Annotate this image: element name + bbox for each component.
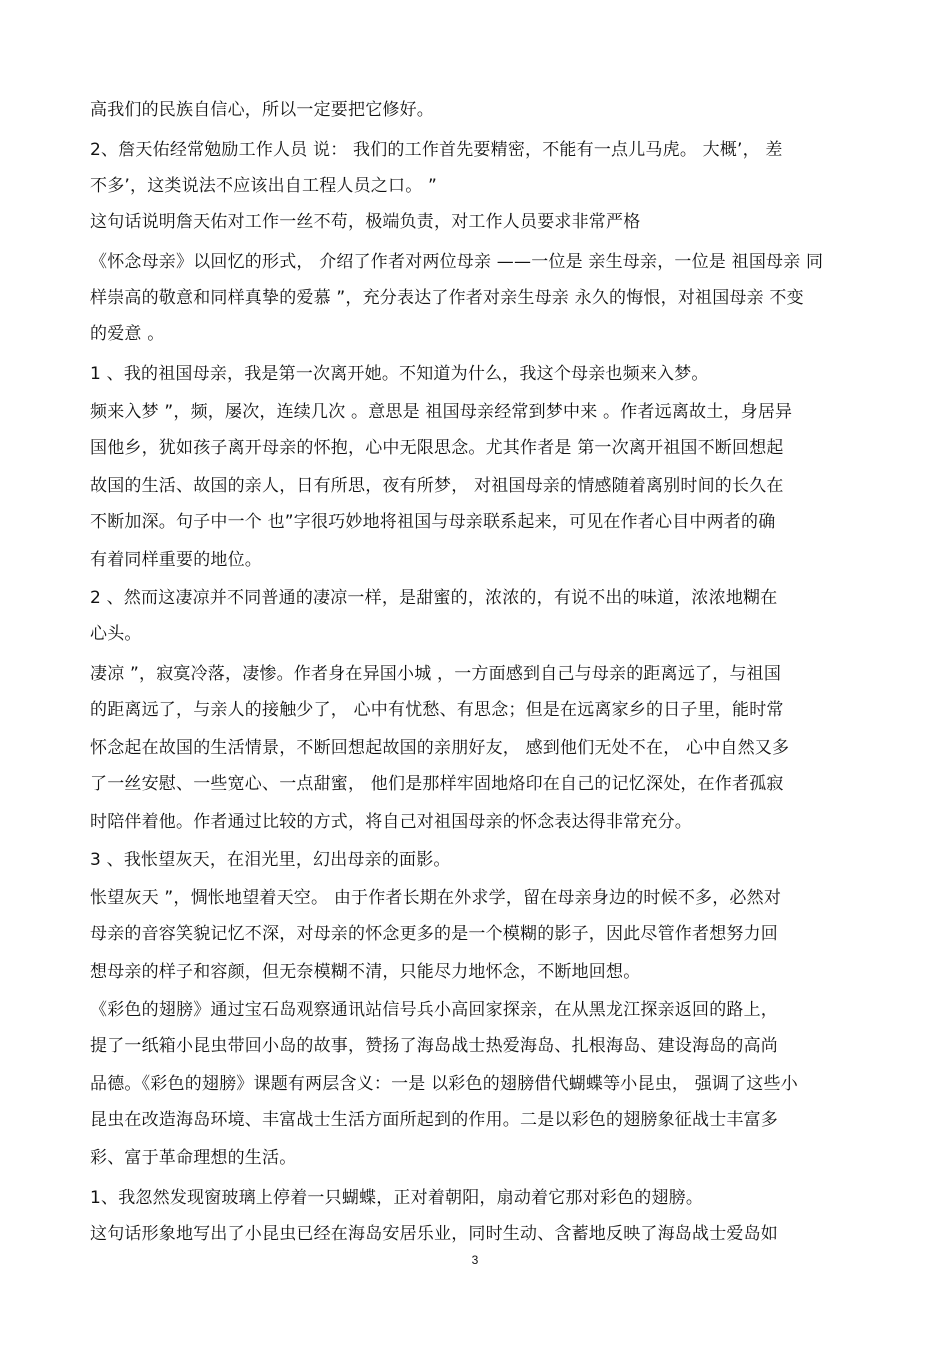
page-number: 3 [471, 1253, 479, 1267]
text-line: 不多’，这类说法不应该出自工程人员之口。 ” [90, 176, 438, 196]
text-line: 这句话形象地写出了小昆虫已经在海岛安居乐业，同时生动、含蓄地反映了海岛战士爱岛如 [90, 1224, 778, 1244]
text-line: 了一丝安慰、一些宽心、一点甜蜜， 他们是那样牢固地烙印在自己的记忆深处，在作者孤寂 [90, 774, 784, 794]
text-line: 故国的生活、故国的亲人，日有所思，夜有所梦， 对祖国母亲的情感随着离别时间的长久在 [90, 476, 784, 496]
text-line: 1、我忽然发现窗玻璃上停着一只蝴蝶，正对着朝阳，扇动着它那对彩色的翅膀。 [90, 1188, 704, 1208]
text-line: 《彩色的翅膀》通过宝石岛观察通讯站信号兵小高回家探亲，在从黑龙江探亲返回的路上， [90, 1000, 778, 1020]
text-line: 频来入梦 ”，频，屡次，连续几次 。意思是 祖国母亲经常到梦中来 。作者远离故土，身居异 [90, 402, 793, 422]
text-line: 的爱意 。 [90, 324, 165, 344]
text-line: 有着同样重要的地位。 [90, 550, 262, 570]
text-line: 2、詹天佑经常勉励工作人员 说： 我们的工作首先要精密，不能有一点儿马虎。 大概’， 差 [90, 140, 783, 160]
text-line: 这句话说明詹天佑对工作一丝不苟，极端负责，对工作人员要求非常严格 [90, 212, 641, 232]
text-line: 品德。《彩色的翅膀》课题有两层含义：一是 以彩色的翅膀借代蝴蝶等小昆虫， 强调了这些小 [90, 1074, 798, 1094]
text-line: 彩、富于革命理想的生活。 [90, 1148, 297, 1168]
text-line: 昆虫在改造海岛环境、丰富战士生活方面所起到的作用。二是以彩色的翅膀象征战士丰富多 [90, 1110, 778, 1130]
text-line: 怅望灰天 ”，惆怅地望着天空。 由于作者长期在外求学，留在母亲身边的时候不多，必然对 [90, 888, 782, 908]
text-line: 2 、然而这凄凉并不同普通的凄凉一样，是甜蜜的，浓浓的，有说不出的味道，浓浓地糊在 [90, 588, 778, 608]
text-line: 《怀念母亲》以回忆的形式， 介绍了作者对两位母亲 ——一位是 亲生母亲，一位是 祖国母亲 同 [90, 252, 824, 272]
text-line: 样崇高的敬意和同样真挚的爱慕 ”，充分表达了作者对亲生母亲 永久的悔恨，对祖国母亲 不变 [90, 288, 804, 308]
text-line: 3 、我怅望灰天，在泪光里，幻出母亲的面影。 [90, 850, 451, 870]
text-line: 高我们的民族自信心，所以一定要把它修好。 [90, 100, 434, 120]
text-line: 想母亲的样子和容颜，但无奈模糊不清，只能尽力地怀念，不断地回想。 [90, 962, 641, 982]
text-line: 国他乡，犹如孩子离开母亲的怀抱，心中无限思念。尤其作者是 第一次离开祖国不断回想起 [90, 438, 784, 458]
text-line: 不断加深。句子中一个 也”字很巧妙地将祖国与母亲联系起来，可见在作者心目中两者的确 [90, 512, 776, 532]
text-line: 的距离远了，与亲人的接触少了， 心中有忧愁、有思念；但是在远离家乡的日子里，能时常 [90, 700, 784, 720]
text-line: 时陪伴着他。作者通过比较的方式，将自己对祖国母亲的怀念表达得非常充分。 [90, 812, 692, 832]
text-line: 母亲的音容笑貌记忆不深，对母亲的怀念更多的是一个模糊的影子，因此尽管作者想努力回 [90, 924, 778, 944]
text-line: 1 、我的祖国母亲，我是第一次离开她。不知道为什么，我这个母亲也频来入梦。 [90, 364, 709, 384]
text-line: 心头。 [90, 624, 142, 644]
text-line: 怀念起在故国的生活情景，不断回想起故国的亲朋好友， 感到他们无处不在， 心中自然又多 [90, 738, 790, 758]
text-line: 凄凉 ”，寂寞冷落，凄惨。作者身在异国小城 ，一方面感到自己与母亲的距离远了，与祖国 [90, 664, 782, 684]
text-line: 提了一纸箱小昆虫带回小岛的故事，赞扬了海岛战士热爱海岛、扎根海岛、建设海岛的高尚 [90, 1036, 778, 1056]
